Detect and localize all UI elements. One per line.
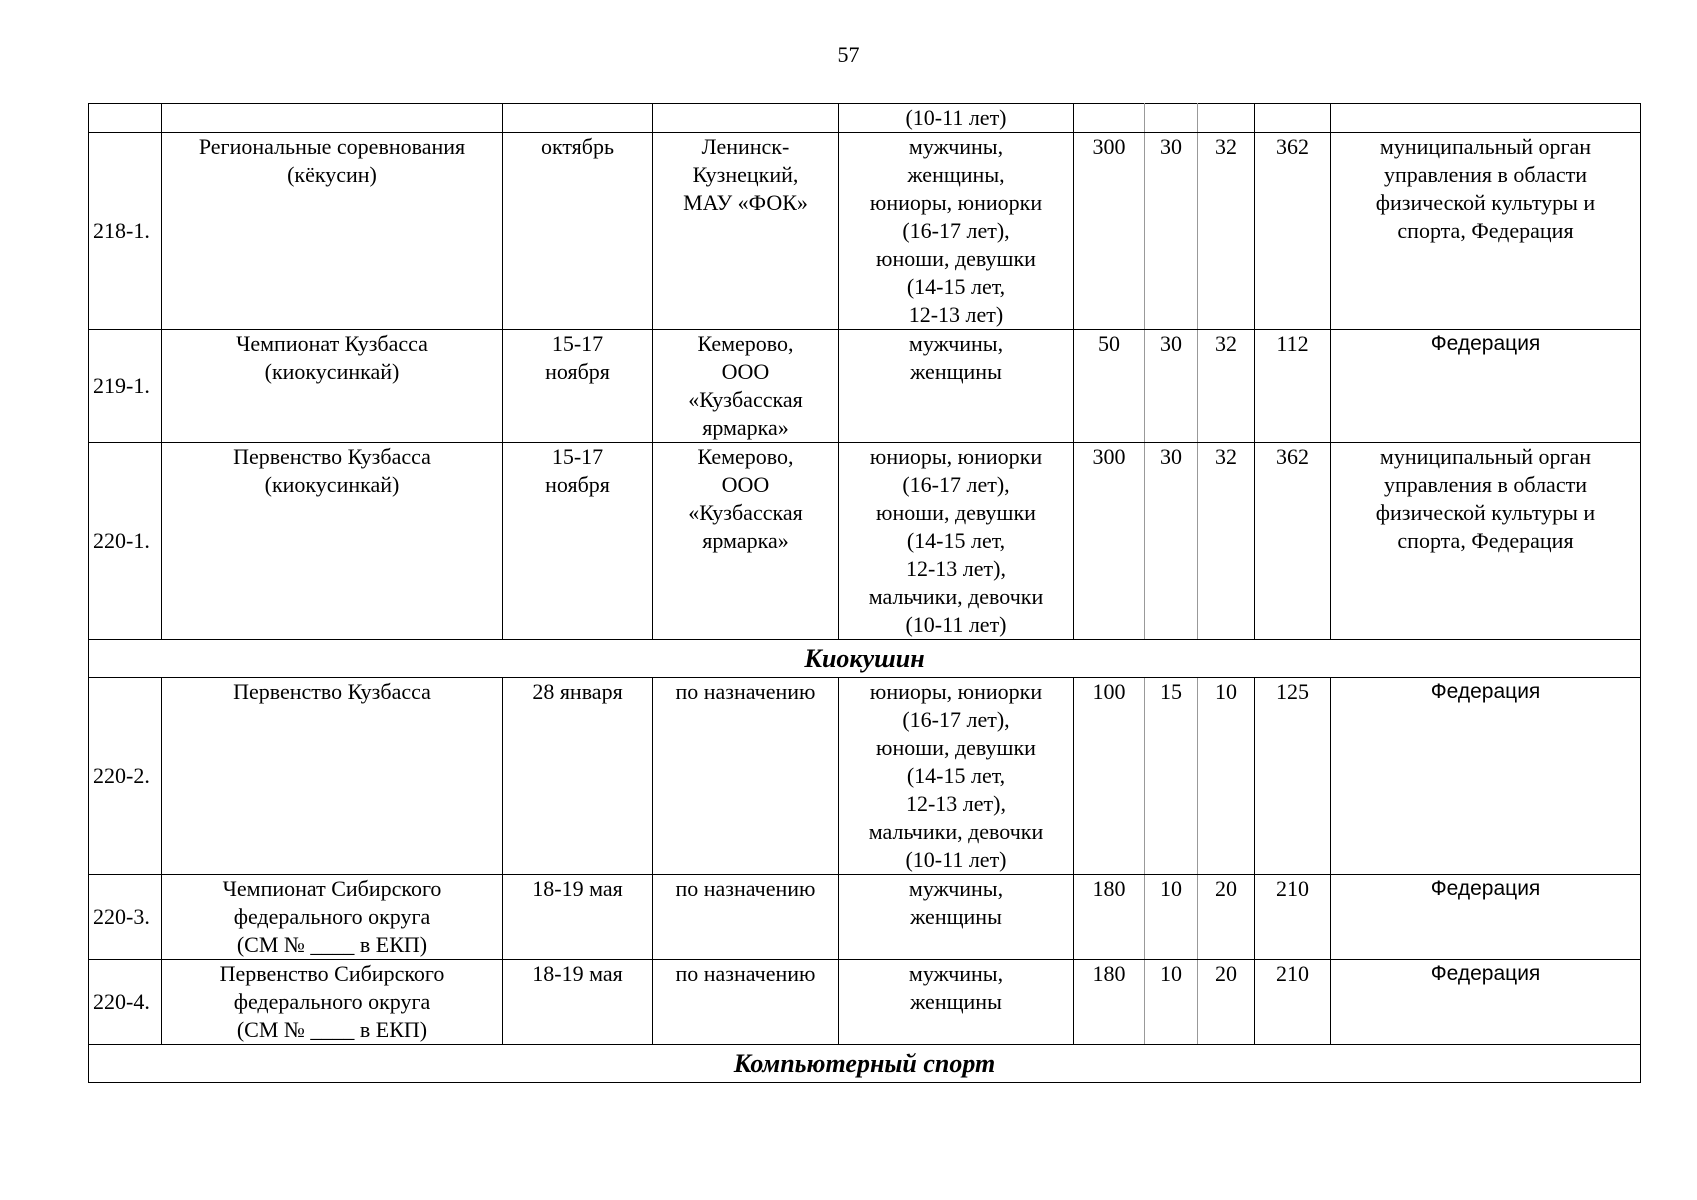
event-number-cell: 219-1. xyxy=(89,330,162,443)
event-date-cell: 18-19 мая xyxy=(503,960,653,1045)
count-cell-1 xyxy=(1074,104,1145,133)
event-name-cell: Чемпионат Кузбасса (киокусинкай) xyxy=(162,330,503,443)
count-cell-2 xyxy=(1145,104,1198,133)
count-total-cell: 362 xyxy=(1255,133,1331,330)
event-number-cell: 220-2. xyxy=(89,678,162,875)
count-cell-2: 15 xyxy=(1145,678,1198,875)
event-name-cell: Первенство Сибирского федерального округа (СМ № ____ в ЕКП) xyxy=(162,960,503,1045)
event-date-cell: 28 января xyxy=(503,678,653,875)
event-name-cell: Региональные соревнования (кёкусин) xyxy=(162,133,503,330)
count-total-cell: 362 xyxy=(1255,443,1331,640)
count-cell-2: 10 xyxy=(1145,960,1198,1045)
event-place-cell: по назначению xyxy=(653,875,839,960)
count-cell-1: 50 xyxy=(1074,330,1145,443)
event-place-cell: Кемерово, ООО «Кузбасская ярмарка» xyxy=(653,330,839,443)
organizer-cell: Федерация xyxy=(1331,678,1641,875)
event-date-cell: 18-19 мая xyxy=(503,875,653,960)
event-date-cell: 15-17 ноября xyxy=(503,330,653,443)
table-row xyxy=(89,678,1641,875)
event-number-cell xyxy=(89,104,162,133)
table-row xyxy=(89,104,1641,133)
organizer-cell xyxy=(1331,104,1641,133)
count-cell-2: 30 xyxy=(1145,443,1198,640)
event-number-cell: 220-4. xyxy=(89,960,162,1045)
event-number-cell: 220-1. xyxy=(89,443,162,640)
event-name-cell: Чемпионат Сибирского федерального округа (СМ № ____ в ЕКП) xyxy=(162,875,503,960)
event-name-cell xyxy=(162,104,503,133)
section-header-row xyxy=(89,1045,1641,1083)
section-title: Компьютерный спорт xyxy=(89,1045,1641,1083)
count-total-cell xyxy=(1255,104,1331,133)
table-row xyxy=(89,960,1641,1045)
count-cell-1: 180 xyxy=(1074,960,1145,1045)
event-place-cell: по назначению xyxy=(653,678,839,875)
table-body xyxy=(89,104,1641,1083)
section-title: Киокушин xyxy=(89,640,1641,678)
count-cell-3: 10 xyxy=(1198,678,1255,875)
participants-cell: юниоры, юниорки (16-17 лет), юноши, девушки (14-15 лет, 12-13 лет), мальчики, девочки (10-11 лет) xyxy=(839,443,1074,640)
event-place-cell xyxy=(653,104,839,133)
count-cell-3: 32 xyxy=(1198,330,1255,443)
participants-cell: мужчины, женщины, юниоры, юниорки (16-17 лет), юноши, девушки (14-15 лет, 12-13 лет) xyxy=(839,133,1074,330)
participants-cell: мужчины, женщины xyxy=(839,330,1074,443)
organizer-cell: Федерация xyxy=(1331,960,1641,1045)
event-date-cell: 15-17 ноября xyxy=(503,443,653,640)
event-place-cell: Кемерово, ООО «Кузбасская ярмарка» xyxy=(653,443,839,640)
count-cell-1: 100 xyxy=(1074,678,1145,875)
count-cell-3: 20 xyxy=(1198,875,1255,960)
table-row xyxy=(89,133,1641,330)
participants-cell: юниоры, юниорки (16-17 лет), юноши, девушки (14-15 лет, 12-13 лет), мальчики, девочки (10-11 лет) xyxy=(839,678,1074,875)
table-row xyxy=(89,443,1641,640)
count-cell-1: 180 xyxy=(1074,875,1145,960)
organizer-cell: муниципальный орган управления в области физической культуры и спорта, Федерация xyxy=(1331,443,1641,640)
count-total-cell: 210 xyxy=(1255,875,1331,960)
count-cell-3: 32 xyxy=(1198,443,1255,640)
count-cell-3: 32 xyxy=(1198,133,1255,330)
events-table xyxy=(88,103,1641,1083)
event-number-cell: 220-3. xyxy=(89,875,162,960)
count-cell-2: 10 xyxy=(1145,875,1198,960)
section-header-row xyxy=(89,640,1641,678)
count-cell-2: 30 xyxy=(1145,133,1198,330)
organizer-cell: Федерация xyxy=(1331,330,1641,443)
participants-cell: мужчины, женщины xyxy=(839,960,1074,1045)
event-place-cell: Ленинск- Кузнецкий, МАУ «ФОК» xyxy=(653,133,839,330)
table-row xyxy=(89,875,1641,960)
count-total-cell: 112 xyxy=(1255,330,1331,443)
event-name-cell: Первенство Кузбасса (киокусинкай) xyxy=(162,443,503,640)
table-row xyxy=(89,330,1641,443)
count-cell-1: 300 xyxy=(1074,133,1145,330)
page-number: 57 xyxy=(837,42,860,67)
organizer-cell: Федерация xyxy=(1331,875,1641,960)
count-total-cell: 125 xyxy=(1255,678,1331,875)
count-cell-3 xyxy=(1198,104,1255,133)
event-number-cell: 218-1. xyxy=(89,133,162,330)
event-place-cell: по назначению xyxy=(653,960,839,1045)
count-cell-1: 300 xyxy=(1074,443,1145,640)
count-cell-2: 30 xyxy=(1145,330,1198,443)
event-date-cell xyxy=(503,104,653,133)
organizer-cell: муниципальный орган управления в области физической культуры и спорта, Федерация xyxy=(1331,133,1641,330)
event-name-cell: Первенство Кузбасса xyxy=(162,678,503,875)
participants-cell: (10-11 лет) xyxy=(839,104,1074,133)
participants-cell: мужчины, женщины xyxy=(839,875,1074,960)
count-total-cell: 210 xyxy=(1255,960,1331,1045)
event-date-cell: октябрь xyxy=(503,133,653,330)
count-cell-3: 20 xyxy=(1198,960,1255,1045)
